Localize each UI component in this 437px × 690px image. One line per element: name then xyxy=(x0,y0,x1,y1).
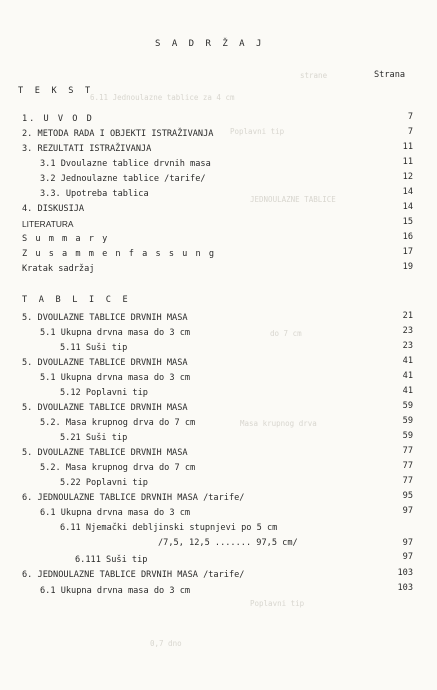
toc-page-number: 7 xyxy=(407,127,413,137)
toc-entry[interactable]: 2. METODA RADA I OBJEKTI ISTRAŽIVANJA xyxy=(22,129,214,139)
toc-entry[interactable]: 5.1 Ukupna drvna masa do 3 cm xyxy=(40,328,191,338)
toc-page-number: 11 xyxy=(402,142,413,152)
toc-page-number: 59 xyxy=(402,401,413,411)
show-through-text: Poplavni tip xyxy=(250,599,305,608)
toc-entry[interactable]: 6. JEDNOULAZNE TABLICE DRVNIH MASA /tarife/ xyxy=(22,493,245,503)
toc-page-number: 16 xyxy=(402,232,413,242)
toc-entry[interactable]: 6. JEDNOULAZNE TABLICE DRVNIH MASA /tarife/ xyxy=(22,570,245,580)
show-through-text: do 7 cm xyxy=(270,329,302,338)
toc-entry[interactable]: 5.12 Poplavni tip xyxy=(60,388,148,398)
toc-entry[interactable]: 3.1 Dvoulazne tablice drvnih masa xyxy=(40,159,211,169)
toc-entry[interactable]: 5. DVOULAZNE TABLICE DRVNIH MASA xyxy=(22,448,188,458)
toc-entry[interactable]: 5. DVOULAZNE TABLICE DRVNIH MASA xyxy=(22,403,188,413)
show-through-text: 0,7 dno xyxy=(150,639,182,648)
page-column-header: Strana xyxy=(374,70,406,80)
toc-entry-continuation[interactable]: /7,5, 12,5 ....... 97,5 cm/ xyxy=(158,538,298,548)
toc-page-number: 41 xyxy=(402,356,413,366)
toc-page-number: 95 xyxy=(402,491,413,501)
toc-page-number: 97 xyxy=(402,552,413,562)
toc-entry[interactable]: Z u s a m m e n f a s s u n g xyxy=(22,249,216,259)
toc-page-number: 23 xyxy=(402,341,413,351)
toc-entry[interactable]: 4. DISKUSIJA xyxy=(22,204,85,214)
section-heading-tablice: T A B L I C E xyxy=(22,295,131,305)
show-through-text: Masa krupnog drva xyxy=(240,419,317,428)
toc-page-number: 14 xyxy=(402,187,413,197)
toc-page-number: 11 xyxy=(402,157,413,167)
toc-entry[interactable]: 6.111 Suši tip xyxy=(75,555,148,565)
toc-entry[interactable]: 1. U V O D xyxy=(22,114,94,124)
toc-page-number: 17 xyxy=(402,247,413,257)
toc-page-number: 14 xyxy=(402,202,413,212)
toc-entry[interactable]: 5.1 Ukupna drvna masa do 3 cm xyxy=(40,373,191,383)
toc-entry[interactable]: 5.21 Suši tip xyxy=(60,433,128,443)
toc-entry[interactable]: 6.1 Ukupna drvna masa do 3 cm xyxy=(40,508,191,518)
toc-entry[interactable]: 5. DVOULAZNE TABLICE DRVNIH MASA xyxy=(22,358,188,368)
toc-page-number: 77 xyxy=(402,476,413,486)
toc-entry[interactable]: 3. REZULTATI ISTRAŽIVANJA xyxy=(22,144,152,154)
toc-page-number: 23 xyxy=(402,326,413,336)
toc-entry[interactable]: 3.2 Jednoulazne tablice /tarife/ xyxy=(40,174,206,184)
show-through-text: Poplavni tip xyxy=(230,127,285,136)
section-heading-tekst: T E K S T xyxy=(18,86,94,96)
show-through-text: 6.11 Jednoulazne tablice za 4 cm xyxy=(90,93,235,102)
toc-page-number: 59 xyxy=(402,416,413,426)
show-through-text: JEDNOULAZNE TABLICE xyxy=(250,195,336,204)
toc-entry[interactable]: 6.11 Njemački debljinski stupnjevi po 5 cm xyxy=(60,523,278,533)
toc-page-number: 59 xyxy=(402,431,413,441)
toc-page-number: 77 xyxy=(402,446,413,456)
toc-page-number: 12 xyxy=(402,172,413,182)
toc-page-number: 103 xyxy=(397,568,413,578)
toc-page-number: 41 xyxy=(402,386,413,396)
toc-page-number: 97 xyxy=(402,538,413,548)
toc-page-number: 77 xyxy=(402,461,413,471)
toc-page-number: 21 xyxy=(402,311,413,321)
toc-entry[interactable]: S u m m a r y xyxy=(22,234,109,244)
toc-entry[interactable]: 5. DVOULAZNE TABLICE DRVNIH MASA xyxy=(22,313,188,323)
toc-entry[interactable]: 3.3. Upotreba tablica xyxy=(40,189,149,199)
toc-entry[interactable]: LITERATURA xyxy=(22,219,74,229)
toc-entry[interactable]: 5.22 Poplavni tip xyxy=(60,478,148,488)
toc-entry[interactable]: 5.2. Masa krupnog drva do 7 cm xyxy=(40,418,196,428)
show-through-text: strane xyxy=(300,71,328,80)
toc-entry[interactable]: 6.1 Ukupna drvna masa do 3 cm xyxy=(40,586,191,596)
page-title: S A D R Ž A J xyxy=(155,39,265,49)
toc-page-number: 41 xyxy=(402,371,413,381)
toc-page-number: 15 xyxy=(402,217,413,227)
toc-entry[interactable]: 5.2. Masa krupnog drva do 7 cm xyxy=(40,463,196,473)
toc-page-number: 19 xyxy=(402,262,413,272)
toc-page-number: 97 xyxy=(402,506,413,516)
toc-page-number: 7 xyxy=(407,112,413,122)
toc-page-number: 103 xyxy=(397,583,413,593)
toc-entry[interactable]: Kratak sadržaj xyxy=(22,264,95,274)
toc-entry[interactable]: 5.11 Suši tip xyxy=(60,343,128,353)
